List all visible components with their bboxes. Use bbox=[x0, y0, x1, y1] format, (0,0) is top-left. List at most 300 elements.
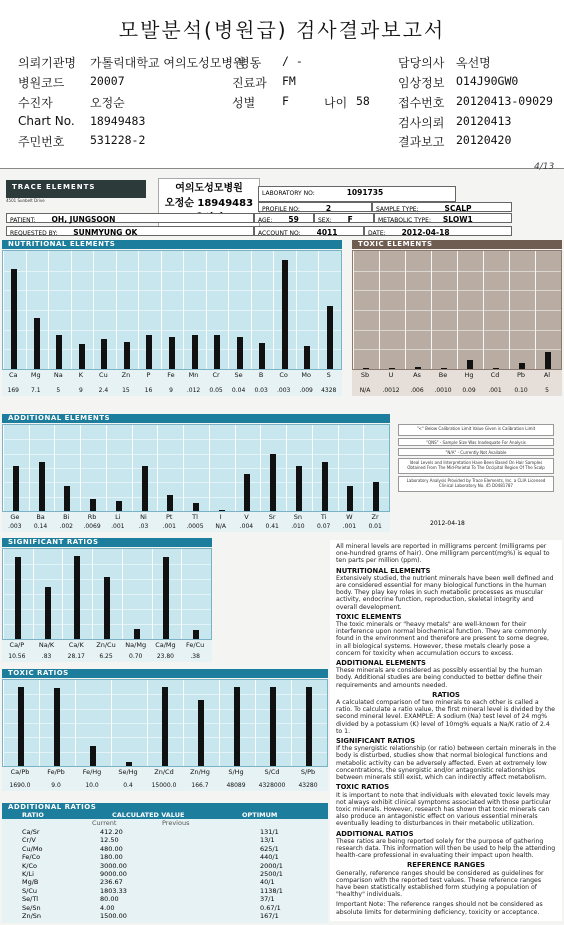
sex-value: F bbox=[282, 94, 289, 108]
ratio-cell-ratio: Se/Tl bbox=[22, 895, 39, 904]
report-title: 모발분석(병원급) 검사결과보고서 bbox=[118, 18, 446, 42]
table-row bbox=[2, 904, 328, 912]
grid-column bbox=[318, 251, 319, 369]
ratio-cell-optimum: 131/1 bbox=[260, 828, 279, 836]
profile-box bbox=[258, 202, 372, 212]
ratio-cell-value: 236.67 bbox=[100, 878, 123, 887]
grid-column bbox=[132, 425, 133, 511]
ratio-cell-optimum: 2500/1 bbox=[260, 870, 283, 878]
toxic-ratios-heading: TOXIC RATIOS bbox=[336, 783, 390, 792]
grid-column bbox=[71, 251, 72, 369]
ratio-cell-value: 12.50 bbox=[100, 836, 119, 845]
grid-row bbox=[3, 497, 389, 498]
grid-column bbox=[296, 251, 297, 369]
element-label: S/Hg bbox=[228, 768, 244, 776]
lab-address: 4501 Sunbelt Drive bbox=[6, 198, 45, 203]
grid-column bbox=[157, 425, 158, 511]
doctor-value: 옥선명 bbox=[456, 56, 491, 70]
clinical-label: 임상정보 bbox=[398, 76, 445, 90]
element-label: Na/Mg bbox=[125, 641, 147, 649]
element-label: Be bbox=[438, 371, 448, 379]
bar-fe-pb bbox=[54, 688, 60, 766]
grid-column bbox=[3, 425, 4, 511]
date-box bbox=[364, 226, 512, 236]
element-value: 15000.0 bbox=[151, 782, 177, 789]
grid-column bbox=[116, 251, 117, 369]
element-value: .0069 bbox=[83, 523, 101, 530]
rrn-label: 주민번호 bbox=[18, 135, 65, 149]
bar-fe-hg bbox=[90, 746, 96, 767]
bar-ca bbox=[11, 269, 17, 369]
significant-ratios-heading: SIGNIFICANT RATIOS bbox=[336, 737, 416, 746]
toxic-ratios-text: It is important to note that individuals with elevated toxic levels may not always exhibit clinical symptoms associated with those particular toxic minerals. However, research has shown that toxic minerals can also produce an antagonistic effect on various essential minerals eventually leading to disturbances in their metabolic utilization. bbox=[336, 791, 552, 828]
bar-ca-pb bbox=[18, 687, 24, 766]
accession-label: 접수번호 bbox=[398, 96, 445, 110]
element-label: U bbox=[388, 371, 394, 379]
element-value: .38 bbox=[190, 653, 200, 660]
table-row bbox=[2, 895, 328, 903]
element-label: Tl bbox=[192, 513, 198, 521]
grid-row bbox=[3, 310, 341, 311]
element-value: .001 bbox=[162, 523, 176, 530]
grid-column bbox=[183, 680, 184, 766]
metabolic-label: METABOLIC TYPE: bbox=[378, 217, 431, 224]
doctor-label: 담당의사 bbox=[398, 56, 445, 70]
grid-column bbox=[62, 549, 63, 639]
account-label: ACCOUNT NO: bbox=[258, 230, 301, 237]
ratio-cell-value: 1500.00 bbox=[100, 912, 127, 920]
element-value: .002 bbox=[59, 523, 73, 530]
grid-column bbox=[312, 425, 313, 511]
ratio-cell-value: 480.00 bbox=[100, 844, 123, 853]
grid-row bbox=[3, 454, 389, 455]
bar-tl bbox=[193, 503, 199, 511]
patient-label: PATIENT: bbox=[10, 217, 36, 224]
ratio-cell-value: 9000.00 bbox=[100, 870, 127, 878]
table-row bbox=[2, 878, 328, 886]
metabolic-value: SLOW1 bbox=[442, 215, 473, 224]
table-row bbox=[2, 912, 328, 920]
age-label: 나이 bbox=[324, 96, 348, 110]
element-label: Cr bbox=[212, 371, 220, 379]
grid-column bbox=[260, 425, 261, 511]
bar-sb bbox=[363, 368, 369, 369]
ratio-cell-ratio: Cu/Mo bbox=[22, 844, 43, 853]
bar-zn-cd bbox=[162, 687, 168, 766]
element-value: .0010 bbox=[434, 387, 452, 394]
element-label: Mn bbox=[188, 371, 199, 379]
dept-value: FM bbox=[282, 74, 296, 88]
table-row bbox=[2, 887, 328, 895]
element-value: 0.70 bbox=[129, 653, 143, 660]
element-label: Na bbox=[53, 371, 63, 379]
element-label: S/Pb bbox=[300, 768, 316, 776]
element-value: 0.41 bbox=[265, 523, 279, 530]
sticker-hospital: 여의도성모병원 bbox=[175, 183, 243, 194]
bar-s-hg bbox=[234, 687, 240, 766]
profile-value: 2 bbox=[325, 204, 332, 213]
bar-mo bbox=[304, 346, 310, 369]
grid-column bbox=[3, 251, 4, 369]
section-additional-ratios: ADDITIONAL RATIOS bbox=[2, 803, 328, 812]
element-value: 28.17 bbox=[67, 653, 85, 660]
bar-ge bbox=[13, 466, 19, 511]
element-value: 0.14 bbox=[33, 523, 48, 530]
section-toxic: TOXIC ELEMENTS bbox=[352, 240, 562, 249]
ward-label: 병동 bbox=[238, 56, 262, 70]
grid-column bbox=[181, 549, 182, 639]
element-label: Ge bbox=[10, 513, 20, 521]
element-label: Ca/Mg bbox=[155, 641, 176, 649]
bar-bi bbox=[64, 486, 70, 511]
ratio-cell-optimum: 40/1 bbox=[260, 878, 275, 887]
element-value: 0.07 bbox=[316, 523, 331, 530]
element-label: Co bbox=[279, 371, 288, 379]
element-value: 5 bbox=[56, 387, 61, 394]
lab-sex-value: F bbox=[347, 215, 353, 224]
bar-as bbox=[415, 367, 421, 369]
date-label: DATE: bbox=[368, 230, 386, 237]
grid-row bbox=[3, 468, 389, 469]
element-label: Sr bbox=[268, 513, 276, 521]
grid-column bbox=[147, 680, 148, 766]
table-row bbox=[2, 828, 328, 836]
lab-number-label: LABORATORY NO: bbox=[262, 190, 315, 197]
bar-na-mg bbox=[134, 629, 140, 639]
result-value: 20120420 bbox=[456, 133, 512, 147]
grid-column bbox=[152, 549, 153, 639]
request-label: 검사의뢰 bbox=[398, 116, 445, 130]
grid-column bbox=[3, 680, 4, 766]
bar-i bbox=[219, 510, 225, 511]
grid-column bbox=[48, 251, 49, 369]
code-value: 20007 bbox=[90, 74, 125, 88]
element-value: 166.7 bbox=[191, 782, 209, 789]
sample-label: SAMPLE TYPE: bbox=[376, 206, 419, 213]
element-value: 0.03 bbox=[254, 387, 268, 394]
table-row bbox=[2, 870, 328, 878]
additional-ratios-heading: ADDITIONAL RATIOS bbox=[336, 829, 414, 838]
element-label: Mg bbox=[30, 371, 41, 379]
request-value: 20120413 bbox=[456, 114, 512, 128]
ratio-cell-ratio: K/Li bbox=[22, 870, 34, 878]
grid-column bbox=[291, 680, 292, 766]
element-label: Zr bbox=[371, 513, 379, 521]
element-label: W bbox=[346, 513, 353, 521]
bar-co bbox=[282, 260, 288, 369]
element-value: N/A bbox=[215, 523, 227, 530]
element-label: S bbox=[326, 371, 331, 379]
bar-pb bbox=[519, 363, 525, 369]
grid-column bbox=[273, 251, 274, 369]
element-label: Rb bbox=[87, 513, 97, 521]
element-label: K bbox=[78, 371, 83, 379]
element-value: 1690.0 bbox=[9, 782, 31, 789]
grid-row bbox=[3, 564, 211, 565]
grid-column bbox=[33, 549, 34, 639]
bar-s bbox=[327, 306, 333, 369]
ratio-cell-ratio: Ca/Sr bbox=[22, 828, 40, 836]
grid-column bbox=[3, 549, 4, 639]
element-label: Hg bbox=[464, 371, 474, 379]
bar-ca-k bbox=[74, 556, 80, 639]
element-label: Ti bbox=[320, 513, 327, 521]
element-label: Fe bbox=[167, 371, 175, 379]
grid-column bbox=[219, 680, 220, 766]
element-value: 0.4 bbox=[123, 782, 133, 789]
handwritten-note: 4/13 bbox=[534, 162, 555, 172]
grid-column bbox=[138, 251, 139, 369]
grid-column bbox=[286, 425, 287, 511]
element-value: 10.56 bbox=[8, 653, 26, 660]
additional-ratios-table bbox=[2, 811, 328, 923]
additional-text: These minerals are considered as possibly essential by the human body. Additional studies are being conducted to better define their requirements and amounts needed. bbox=[336, 667, 543, 689]
bar-k bbox=[79, 344, 85, 369]
element-value: .001 bbox=[111, 523, 125, 530]
sticker-name-id: 오정순 18949483 bbox=[164, 198, 254, 209]
bar-zn-hg bbox=[198, 700, 204, 766]
bar-s-cd bbox=[270, 687, 276, 766]
bar-zn bbox=[124, 342, 130, 369]
element-value: 5 bbox=[545, 387, 549, 394]
element-label: Na/K bbox=[38, 641, 55, 649]
legend-ideal: Ideal Levels and Interpretation Have Been Based On Hair Samples Obtained From The Mid-Parietal To The Occipital Region Of The Scalp bbox=[398, 458, 554, 474]
bar-pt bbox=[167, 495, 173, 511]
element-label: Sb bbox=[360, 371, 370, 379]
significant-ratios-text: If the synergistic relationship (or ratio) between certain minerals in the body is disturbed, studies show that normal biological functions and metabolic activity can be adversely affected. Even at extremely low concentrations, the synergistic and/or antagonistic relationships between minerals still exist, which can indirectly affect metabolism. bbox=[336, 745, 557, 782]
additional-chart bbox=[2, 424, 390, 512]
bar-cu bbox=[101, 339, 107, 369]
sample-value: SCALP bbox=[444, 204, 472, 213]
element-label: Ca/P bbox=[9, 641, 25, 649]
rrn-value: 531228-2 bbox=[90, 133, 146, 147]
element-label: Pb bbox=[516, 371, 526, 379]
element-value: .009 bbox=[299, 387, 313, 394]
grid-column bbox=[29, 425, 30, 511]
col-calculated: CALCULATED VALUE bbox=[112, 811, 185, 819]
element-label: Ca/K bbox=[68, 641, 84, 649]
lab-number-box bbox=[258, 186, 456, 202]
ratio-cell-optimum: 167/1 bbox=[260, 912, 279, 920]
lab-number-value: 1091735 bbox=[346, 188, 384, 197]
additional-ratios-text: These ratios are being reported solely for the purpose of gathering research data. This information will then be used to help the attending health-care professional in evaluating their impact upon health. bbox=[336, 837, 556, 860]
ratio-cell-optimum: 1138/1 bbox=[260, 886, 283, 895]
grid-column bbox=[111, 680, 112, 766]
toxic-chart bbox=[352, 250, 562, 370]
ratio-cell-value: 1803.33 bbox=[100, 886, 127, 895]
element-value: .0005 bbox=[186, 523, 204, 530]
element-label: Zn/Cd bbox=[154, 768, 174, 776]
ward-value: / - bbox=[282, 54, 303, 68]
grid-column bbox=[39, 680, 40, 766]
bar-fe bbox=[169, 337, 175, 369]
element-value: .001 bbox=[488, 387, 502, 394]
element-label: Ca bbox=[9, 371, 18, 379]
element-value: 9.0 bbox=[51, 782, 61, 789]
ratio-cell-ratio: S/Cu bbox=[22, 886, 37, 895]
bar-se-hg bbox=[126, 762, 132, 766]
col-previous: Previous bbox=[162, 819, 190, 828]
additional-labels bbox=[2, 512, 390, 532]
important-note: Important Note: The reference ranges should not be considered as absolute limits for determining deficiency, toxicity or acceptance. bbox=[336, 901, 543, 916]
ratio-cell-value: 3000.00 bbox=[100, 861, 127, 870]
element-value: 169 bbox=[7, 387, 19, 394]
ratio-cell-optimum: 440/1 bbox=[260, 853, 279, 862]
ratio-cell-optimum: 0.67/1 bbox=[260, 903, 281, 912]
nutritional-text: Extensively studied, the nutrient minerals have been well defined and are considered essential for many biological functions in the human body. They play key roles in such metabolic processes as muscular activity, endocrine function, reproduction, skeletal integrity and overall development. bbox=[336, 574, 554, 611]
intro-text: All mineral levels are reported in milligrams percent (milligrams per one-hundred grams of hair). One milligram percent(mg%) is equal to ten parts per million (ppm). bbox=[336, 543, 550, 565]
ratio-cell-value: 4.00 bbox=[100, 903, 115, 912]
clinical-value: O14J90GW0 bbox=[456, 74, 519, 88]
bar-mg bbox=[34, 318, 40, 369]
element-label: Mo bbox=[301, 371, 311, 379]
bar-cr bbox=[214, 335, 220, 369]
ratio-cell-ratio: Mg/B bbox=[22, 878, 39, 887]
bar-v bbox=[244, 474, 250, 511]
element-label: Fe/Hg bbox=[82, 768, 102, 776]
grid-row bbox=[3, 439, 389, 440]
element-value: .001 bbox=[342, 523, 357, 530]
legend-calibration: "<" Below Calibration Limit Value Given is Calibration Limit bbox=[398, 424, 554, 436]
element-value: 9 bbox=[78, 387, 83, 394]
age-box bbox=[254, 213, 314, 223]
element-label: P bbox=[146, 371, 151, 379]
metabolic-box bbox=[374, 213, 512, 223]
bar-ni bbox=[142, 466, 148, 511]
requested-label: REQUESTED BY: bbox=[10, 230, 58, 237]
grid-row bbox=[3, 271, 341, 272]
element-label: Cu bbox=[99, 371, 108, 379]
bar-al bbox=[545, 352, 551, 369]
element-label: Cd bbox=[490, 371, 500, 379]
element-value: .003 bbox=[8, 523, 22, 530]
ratio-cell-optimum: 13/1 bbox=[260, 836, 275, 845]
grid-column bbox=[92, 549, 93, 639]
table-row bbox=[2, 845, 328, 853]
element-value: 15 bbox=[122, 387, 130, 394]
grid-column bbox=[183, 425, 184, 511]
requested-box bbox=[6, 226, 254, 236]
legend-qns: "QNS" - Sample Size Was Inadequate For Analysis bbox=[398, 438, 554, 446]
grid-row bbox=[3, 330, 341, 331]
result-label: 결과보고 bbox=[398, 135, 445, 149]
element-value: .012 bbox=[186, 387, 201, 394]
element-value: N/A bbox=[359, 387, 371, 394]
element-value: 16 bbox=[144, 387, 153, 394]
bar-ca-p bbox=[15, 557, 21, 639]
ratio-cell-value: 80.00 bbox=[100, 895, 119, 904]
section-additional: ADDITIONAL ELEMENTS bbox=[2, 414, 390, 423]
legend-date: 2012-04-18 bbox=[430, 520, 465, 527]
lab-sex-label: SEX: bbox=[318, 217, 332, 224]
grid-column bbox=[235, 425, 236, 511]
ratio-table-header bbox=[2, 811, 328, 819]
grid-column bbox=[363, 425, 364, 511]
code-label: 병원코드 bbox=[18, 76, 65, 90]
bar-cd bbox=[493, 368, 499, 369]
grid-column bbox=[106, 425, 107, 511]
ratio-cell-value: 180.00 bbox=[100, 853, 123, 862]
reference-ranges-text: Generally, reference ranges should be considered as guidelines for comparison with the reported test values. These reference ranges have been statistically established form studying a population of "healthy" individuals. bbox=[336, 869, 544, 899]
significant-ratios-labels bbox=[2, 640, 212, 662]
name-value: 오정순 bbox=[90, 96, 125, 110]
grid-column bbox=[206, 251, 207, 369]
section-nutritional: NUTRITIONAL ELEMENTS bbox=[2, 240, 342, 249]
element-label: Fe/Cu bbox=[186, 641, 205, 649]
toxic-text: The toxic minerals or "heavy metals" are well-known for their interference upon normal biochemical function. They are commonly found in the environment and therefore are present to some degree, in all biological systems. However, these metals clearly pose a concern for toxicity when accumulation occurs to excess. bbox=[336, 621, 550, 657]
table-row bbox=[2, 853, 328, 861]
grid-column bbox=[457, 251, 458, 369]
bar-be bbox=[441, 368, 447, 369]
element-value: .0012 bbox=[382, 387, 400, 394]
grid-column bbox=[379, 251, 380, 369]
bar-fe-cu bbox=[193, 630, 199, 639]
col-ratio: RATIO bbox=[22, 811, 44, 819]
bar-li bbox=[116, 501, 122, 511]
element-value: .010 bbox=[291, 523, 305, 530]
sample-box bbox=[372, 202, 512, 212]
grid-column bbox=[183, 251, 184, 369]
grid-column bbox=[80, 425, 81, 511]
element-value: 6.25 bbox=[99, 653, 113, 660]
bar-s-pb bbox=[306, 687, 312, 766]
bar-ba bbox=[39, 462, 45, 511]
element-value: 7.1 bbox=[31, 387, 41, 394]
grid-column bbox=[228, 251, 229, 369]
element-label: I bbox=[219, 513, 222, 521]
grid-column bbox=[251, 251, 252, 369]
grid-column bbox=[338, 425, 339, 511]
dept-label: 진료과 bbox=[232, 76, 267, 90]
grid-column bbox=[122, 549, 123, 639]
ratio-cell-ratio: Cr/V bbox=[22, 836, 36, 845]
col-optimum: OPTIMUM bbox=[242, 811, 278, 819]
requested-value: SUNMYUNG OK bbox=[73, 228, 138, 237]
element-label: Sn bbox=[293, 513, 303, 521]
date-value: 2012-04-18 bbox=[401, 228, 450, 237]
element-label: Fe/Pb bbox=[47, 768, 65, 776]
reference-ranges-heading: REFERENCE RANGES bbox=[406, 861, 486, 870]
bar-rb bbox=[90, 499, 96, 511]
age-value: 58 bbox=[356, 94, 370, 108]
element-label: Se/Hg bbox=[118, 768, 138, 776]
lab-logo: TRACE ELEMENTS bbox=[6, 180, 146, 198]
element-value: .003 bbox=[276, 387, 291, 394]
bar-zr bbox=[373, 482, 379, 511]
bar-sr bbox=[270, 454, 276, 511]
grid-row bbox=[3, 482, 389, 483]
hospital-label: 의뢰기관명 bbox=[18, 56, 76, 70]
lab-age-label: AGE: bbox=[258, 217, 273, 224]
explanation-panel bbox=[330, 540, 562, 921]
grid-column bbox=[255, 680, 256, 766]
element-value: 48089 bbox=[226, 782, 246, 789]
element-label: Pt bbox=[166, 513, 173, 521]
element-label: Ni bbox=[140, 513, 147, 521]
account-value: 4011 bbox=[316, 228, 338, 237]
element-value: 0.09 bbox=[462, 387, 476, 394]
element-value: 4328 bbox=[321, 387, 337, 394]
patient-value: OH, JUNGSOON bbox=[51, 215, 116, 224]
toxic-ratios-chart bbox=[2, 679, 328, 767]
bar-u bbox=[389, 368, 395, 369]
element-label: Ca/Pb bbox=[10, 768, 30, 776]
section-toxic-ratios: TOXIC RATIOS bbox=[2, 669, 328, 678]
col-current: Current bbox=[92, 819, 117, 828]
additional-heading: ADDITIONAL ELEMENTS bbox=[336, 659, 426, 668]
ratio-cell-value: 412.20 bbox=[100, 828, 123, 836]
element-label: Al bbox=[543, 371, 551, 379]
